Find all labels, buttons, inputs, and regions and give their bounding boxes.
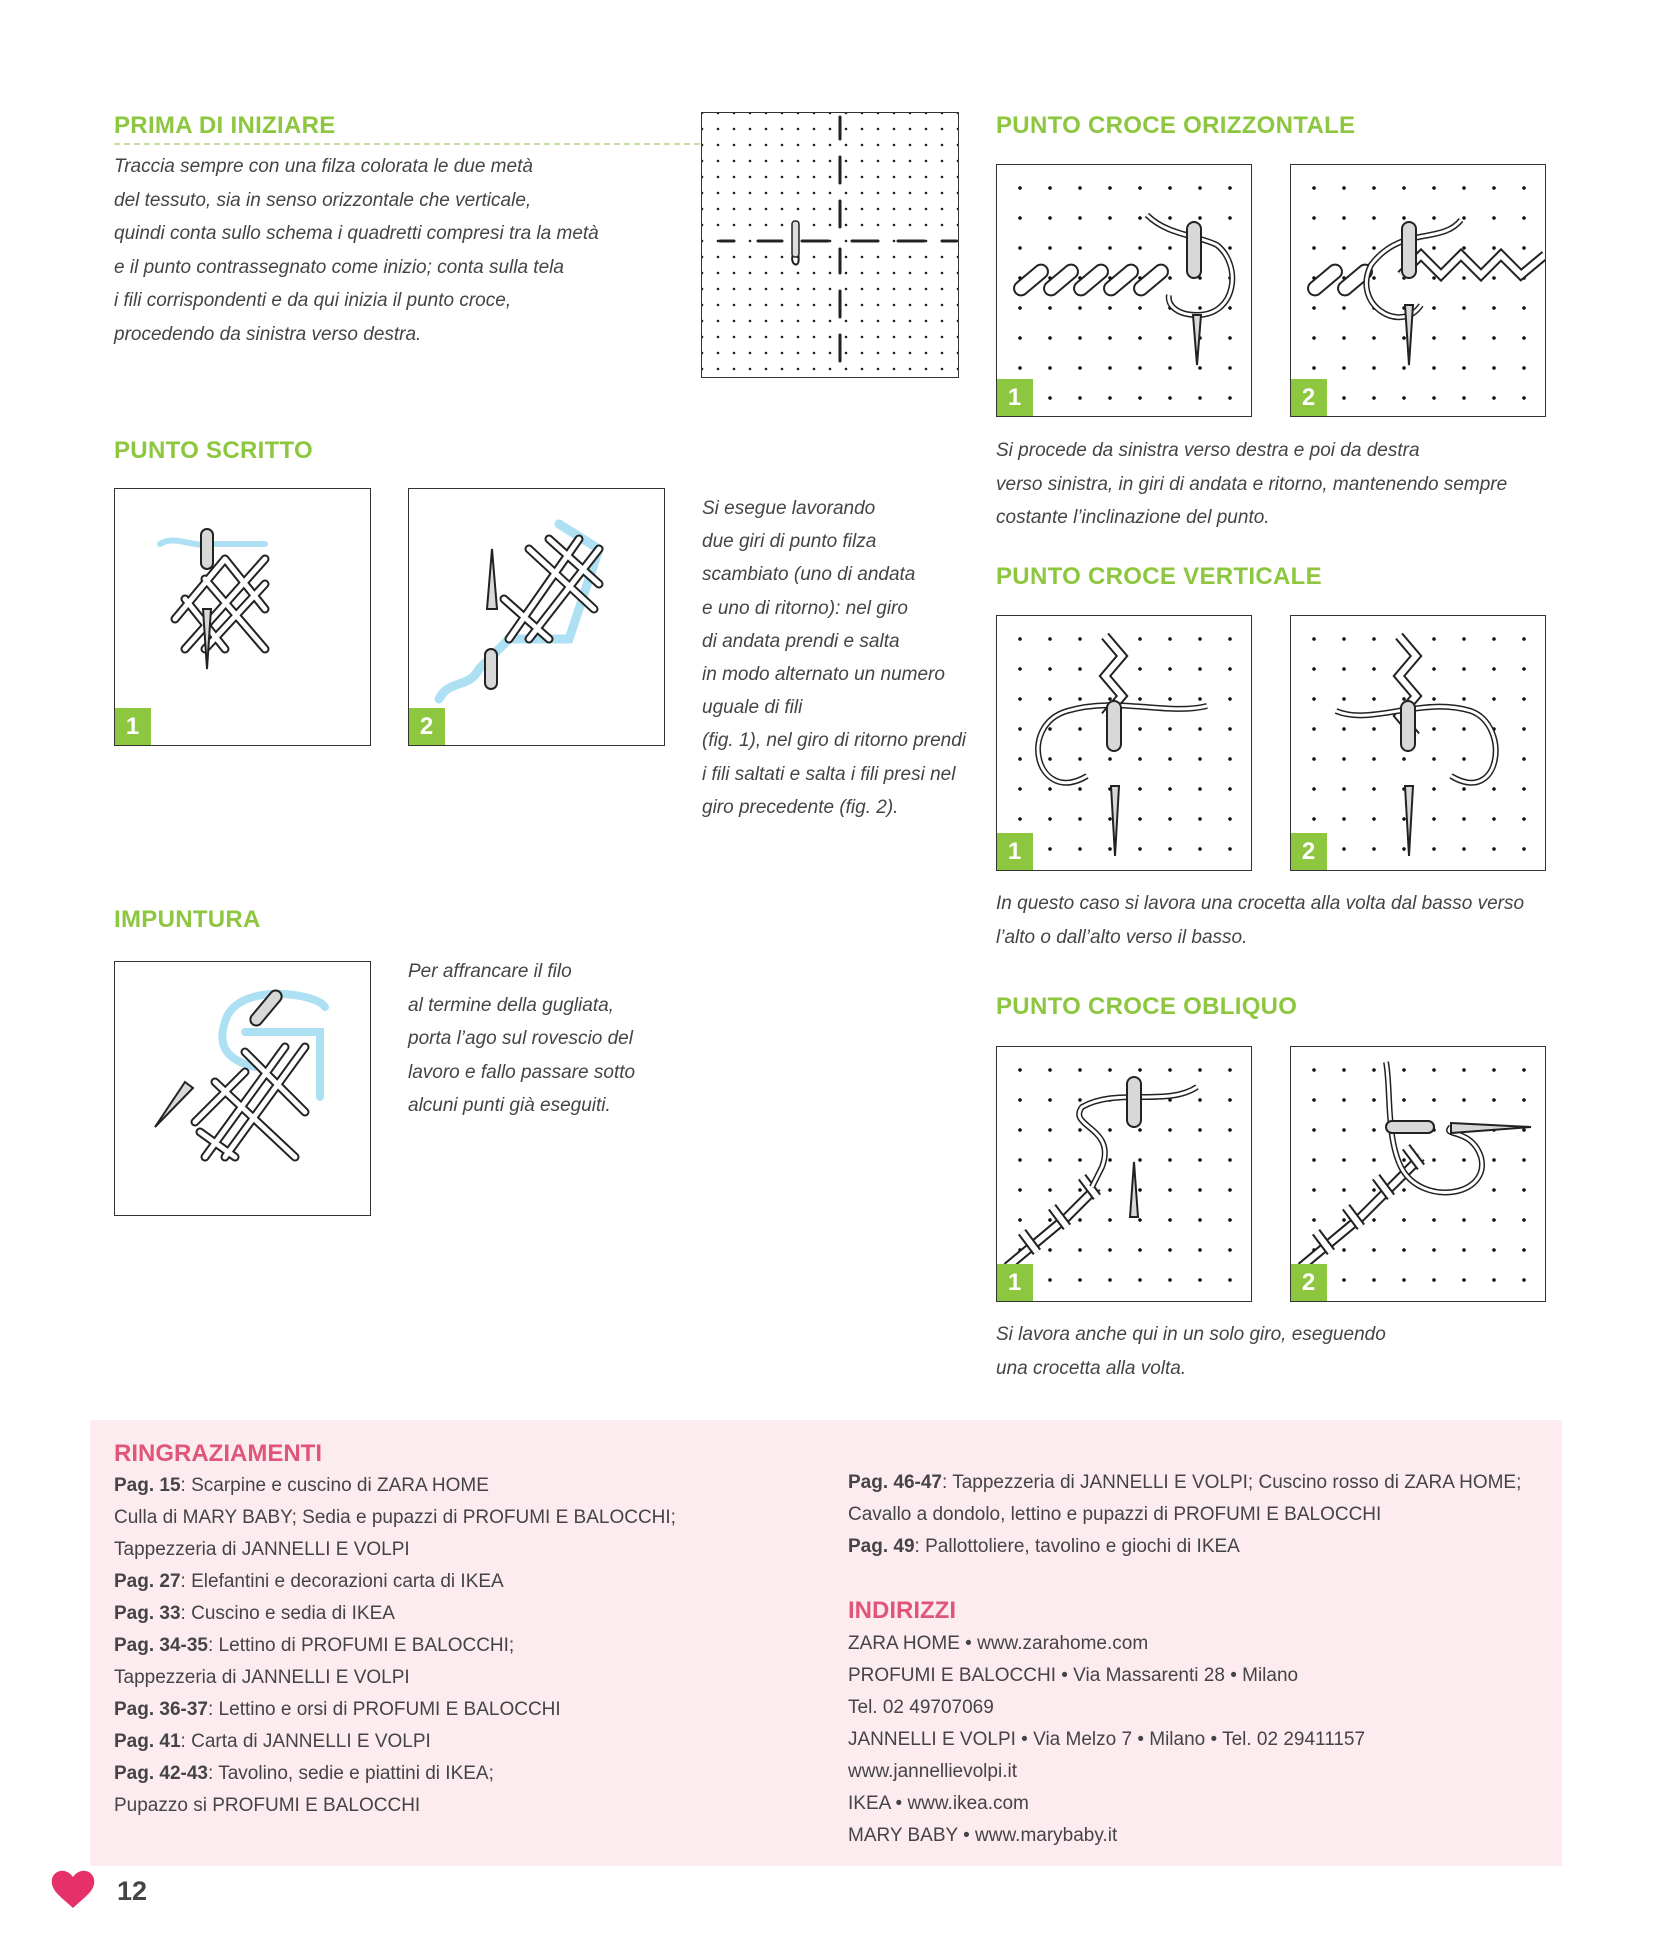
- text-line: l’alto o dall’alto verso il basso.: [996, 926, 1248, 948]
- credit-text: Culla di MARY BABY; Sedia e pupazzi di PROFUMI E BALOCCHI;: [114, 1507, 676, 1528]
- text-line: giro precedente (fig. 2).: [702, 796, 899, 818]
- indirizzi-list: [848, 1628, 1365, 1852]
- credit-line: [848, 1467, 1521, 1499]
- orizzontale-figure-2: [1290, 164, 1546, 417]
- text-line: e uno di ritorno): nel giro: [702, 597, 908, 619]
- verticale-figure-2: [1290, 615, 1546, 871]
- obliquo-figure-1: [996, 1046, 1252, 1302]
- credit-line: [114, 1758, 676, 1790]
- address-line: JANNELLI E VOLPI • Via Melzo 7 • Milano • Tel. 02 29411157: [848, 1729, 1366, 1750]
- section-title-scritto: PUNTO SCRITTO: [114, 437, 314, 464]
- credit-text: : Scarpine e cuscino di ZARA HOME: [180, 1475, 489, 1496]
- text-line: una crocetta alla volta.: [996, 1357, 1187, 1379]
- step-number-badge: 2: [1290, 833, 1327, 871]
- text-line: di andata prendi e salta: [702, 630, 900, 652]
- dashed-divider: [114, 143, 700, 145]
- page-ref: Pag. 27: [114, 1571, 181, 1592]
- page-ref: Pag. 36-37: [114, 1699, 208, 1720]
- text-line: alcuni punti già eseguiti.: [408, 1095, 611, 1116]
- step-number-badge: 2: [1290, 379, 1327, 417]
- text-line: al termine della gugliata,: [408, 994, 614, 1016]
- credit-text: : Lettino di PROFUMI E BALOCCHI;: [208, 1635, 515, 1656]
- page-ref: Pag. 15: [114, 1475, 181, 1496]
- address-line: ZARA HOME • www.zarahome.com: [848, 1633, 1149, 1654]
- scritto-paragraph: [702, 492, 966, 824]
- text-line: uguale di fili: [702, 697, 803, 719]
- text-line: quindi conta sullo schema i quadretti compresi tra la metà: [114, 223, 599, 244]
- section-title-prima: PRIMA DI INIZIARE: [114, 112, 336, 139]
- step-number-badge: 1: [114, 708, 151, 746]
- indirizzi-title: INDIRIZZI: [848, 1597, 956, 1624]
- section-title-obliquo: PUNTO CROCE OBLIQUO: [996, 993, 1298, 1020]
- text-line: costante l’inclinazione del punto.: [996, 507, 1270, 528]
- credit-line: [114, 1790, 676, 1822]
- impuntura-paragraph: [408, 955, 635, 1123]
- section-title-orizzontale: PUNTO CROCE ORIZZONTALE: [996, 112, 1356, 139]
- section-title-impuntura: IMPUNTURA: [114, 906, 261, 933]
- center-marking-illustration: [701, 112, 959, 378]
- credit-text: : Cuscino e sedia di IKEA: [180, 1603, 395, 1624]
- address-line: www.jannellievolpi.it: [848, 1761, 1017, 1782]
- heart-icon: [50, 1868, 96, 1910]
- text-line: Si procede da sinistra verso destra e poi da destra: [996, 440, 1420, 461]
- credit-text: Tappezzeria di JANNELLI E VOLPI: [114, 1667, 410, 1688]
- credit-line: [114, 1726, 676, 1758]
- page-ref: Pag. 49: [848, 1536, 915, 1557]
- credit-line: [114, 1630, 676, 1662]
- step-number-badge: 2: [1290, 1264, 1327, 1302]
- text-line: In questo caso si lavora una crocetta alla volta dal basso verso: [996, 893, 1525, 914]
- orizzontale-figure-1: [996, 164, 1252, 417]
- credit-line: [114, 1502, 676, 1534]
- step-number-badge: 1: [996, 833, 1033, 871]
- credit-line: [114, 1694, 676, 1726]
- credit-text: : Tappezzeria di JANNELLI E VOLPI; Cuscino rosso di ZARA HOME;: [942, 1472, 1522, 1493]
- credit-text: : Elefantini e decorazioni carta di IKEA: [180, 1571, 504, 1592]
- address-line: PROFUMI E BALOCCHI • Via Massarenti 28 • Milano: [848, 1665, 1299, 1686]
- text-line: Per affrancare il filo: [408, 961, 572, 982]
- credit-line: [114, 1534, 676, 1566]
- credit-text: : Carta di JANNELLI E VOLPI: [180, 1731, 431, 1752]
- credit-text: : Lettino e orsi di PROFUMI E BALOCCHI: [208, 1699, 561, 1720]
- section-title-verticale: PUNTO CROCE VERTICALE: [996, 563, 1322, 590]
- credit-line: [114, 1598, 676, 1630]
- credit-text: Cavallo a dondolo, lettino e pupazzi di PROFUMI E BALOCCHI: [848, 1504, 1382, 1525]
- credit-line: [114, 1662, 676, 1694]
- orizzontale-caption: [996, 434, 1507, 535]
- credit-text: Tappezzeria di JANNELLI E VOLPI: [114, 1539, 410, 1560]
- credit-text: : Pallottoliere, tavolino e giochi di IKEA: [914, 1536, 1240, 1557]
- text-line: (fig. 1), nel giro di ritorno prendi: [702, 730, 967, 752]
- ringraziamenti-list: [114, 1470, 676, 1822]
- text-line: porta l’ago sul rovescio del: [408, 1028, 633, 1049]
- page-ref: Pag. 34-35: [114, 1635, 208, 1656]
- text-line: in modo alternato un numero: [702, 664, 945, 686]
- impuntura-figure: [114, 961, 371, 1216]
- credit-line: [114, 1566, 676, 1598]
- credit-text: Pupazzo si PROFUMI E BALOCCHI: [114, 1795, 421, 1816]
- credit-text: : Tavolino, sedie e piattini di IKEA;: [208, 1763, 494, 1784]
- ringraziamenti-title: RINGRAZIAMENTI: [114, 1440, 322, 1467]
- step-number-badge: 1: [996, 1264, 1033, 1302]
- text-line: i fili saltati e salta i fili presi nel: [702, 763, 956, 785]
- text-line: lavoro e fallo passare sotto: [408, 1061, 636, 1083]
- step-number-badge: 2: [408, 708, 445, 746]
- text-line: del tessuto, sia in senso orizzontale che verticale,: [114, 189, 532, 211]
- page-ref: Pag. 42-43: [114, 1763, 208, 1784]
- verticale-caption: [996, 887, 1524, 954]
- text-line: procedendo da sinistra verso destra.: [114, 323, 422, 345]
- address-line: Tel. 02 49707069: [848, 1697, 994, 1718]
- page-number: 12: [117, 1876, 148, 1906]
- prima-paragraph: [114, 150, 599, 351]
- text-line: Si lavora anche qui in un solo giro, eseguendo: [996, 1324, 1386, 1345]
- page-ref: Pag. 41: [114, 1731, 181, 1752]
- credit-line: [114, 1470, 676, 1502]
- credit-line: [848, 1499, 1521, 1531]
- address-line: IKEA • www.ikea.com: [848, 1793, 1029, 1814]
- page-ref: Pag. 33: [114, 1603, 181, 1624]
- verticale-figure-1: [996, 615, 1252, 871]
- obliquo-caption: [996, 1318, 1386, 1385]
- credit-line: [848, 1531, 1521, 1563]
- text-line: Traccia sempre con una filza colorata le due metà: [114, 156, 533, 177]
- text-line: i fili corrispondenti e da qui inizia il punto croce,: [114, 290, 512, 311]
- scritto-figure-2: [408, 488, 665, 746]
- text-line: verso sinistra, in giri di andata e ritorno, mantenendo sempre: [996, 473, 1508, 495]
- text-line: e il punto contrassegnato come inizio; conta sulla tela: [114, 256, 564, 278]
- scritto-figure-1: [114, 488, 371, 746]
- step-number-badge: 1: [996, 379, 1033, 417]
- obliquo-figure-2: [1290, 1046, 1546, 1302]
- address-line: MARY BABY • www.marybaby.it: [848, 1825, 1118, 1846]
- text-line: due giri di punto filza: [702, 531, 877, 553]
- text-line: Si esegue lavorando: [702, 498, 876, 519]
- page-ref: Pag. 46-47: [848, 1472, 942, 1493]
- text-line: scambiato (uno di andata: [702, 564, 916, 586]
- ringraziamenti-list-right: [848, 1467, 1521, 1563]
